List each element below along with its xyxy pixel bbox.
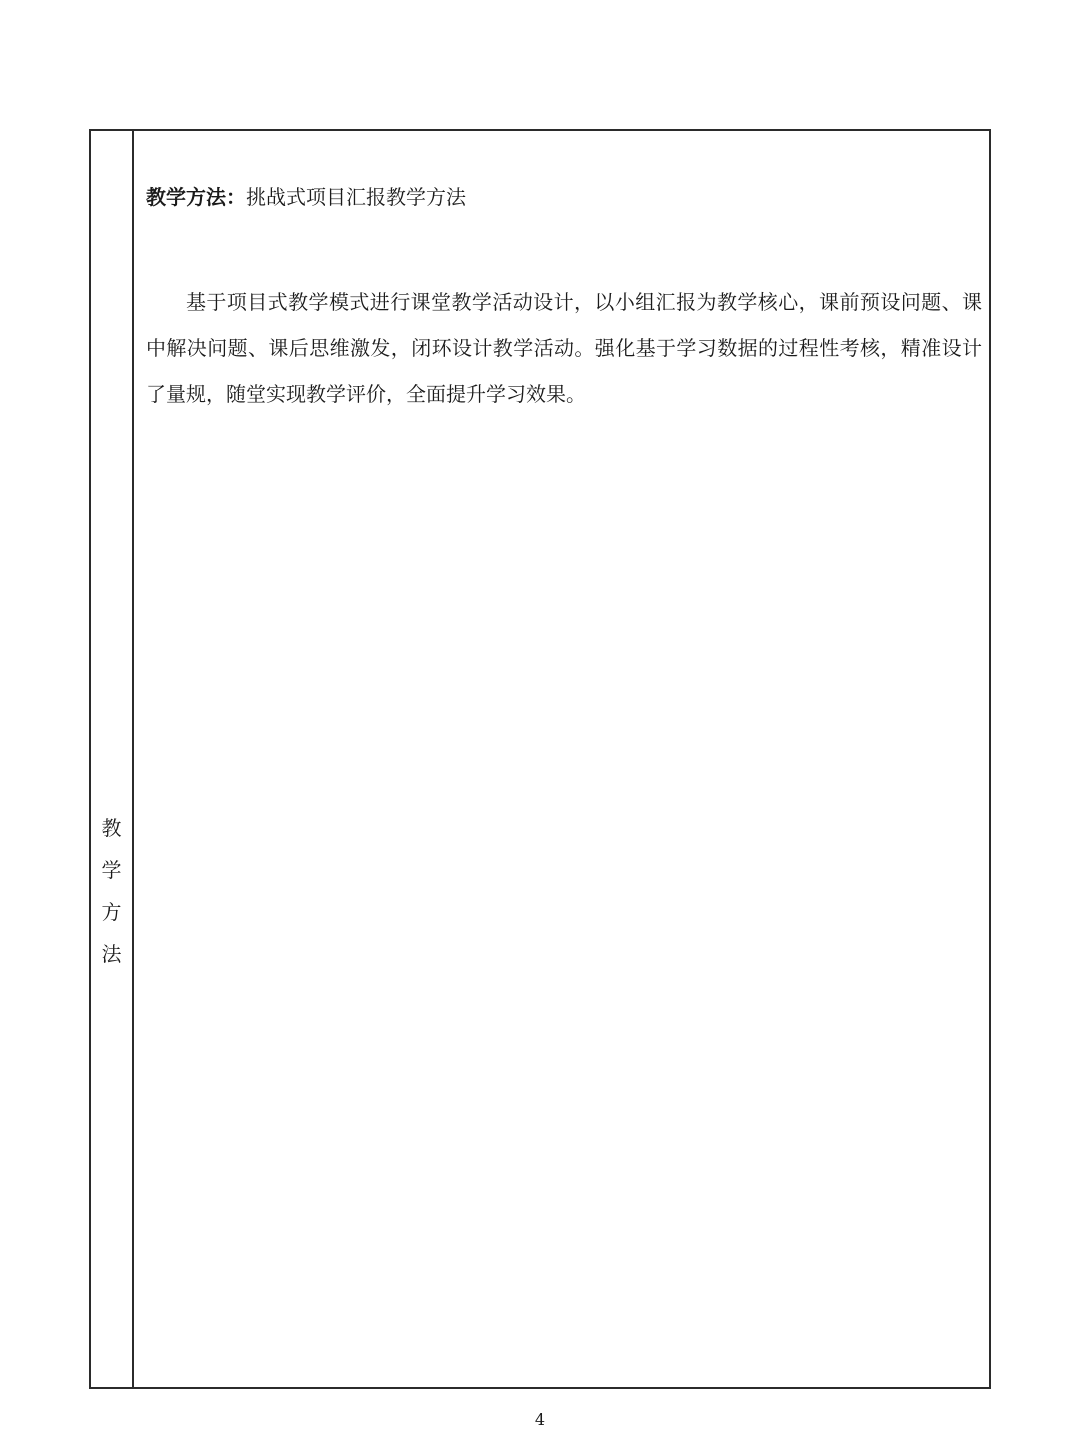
method-title-line bbox=[146, 183, 466, 211]
row-label-char: 法 bbox=[101, 942, 122, 966]
teaching-method-table bbox=[89, 129, 991, 1389]
page-number: 4 bbox=[534, 1410, 546, 1429]
method-heading: 教学方法： bbox=[146, 185, 246, 209]
method-name: 挑战式项目汇报教学方法 bbox=[246, 185, 466, 209]
row-label bbox=[91, 816, 132, 966]
row-label-char: 学 bbox=[101, 858, 122, 882]
content-cell bbox=[134, 131, 989, 1387]
row-label-char: 方 bbox=[101, 900, 122, 924]
method-description: 基于项目式教学模式进行课堂教学活动设计，以小组汇报为教学核心，课前预设问题、课中解决问题、课后思维激发，闭环设计教学活动。强化基于学习数据的过程性考核，精准设计了量规，随堂实现教学评价，全面提升学习效果。 bbox=[146, 290, 982, 406]
row-label-cell bbox=[91, 131, 134, 1387]
row-label-char: 教 bbox=[101, 816, 122, 840]
